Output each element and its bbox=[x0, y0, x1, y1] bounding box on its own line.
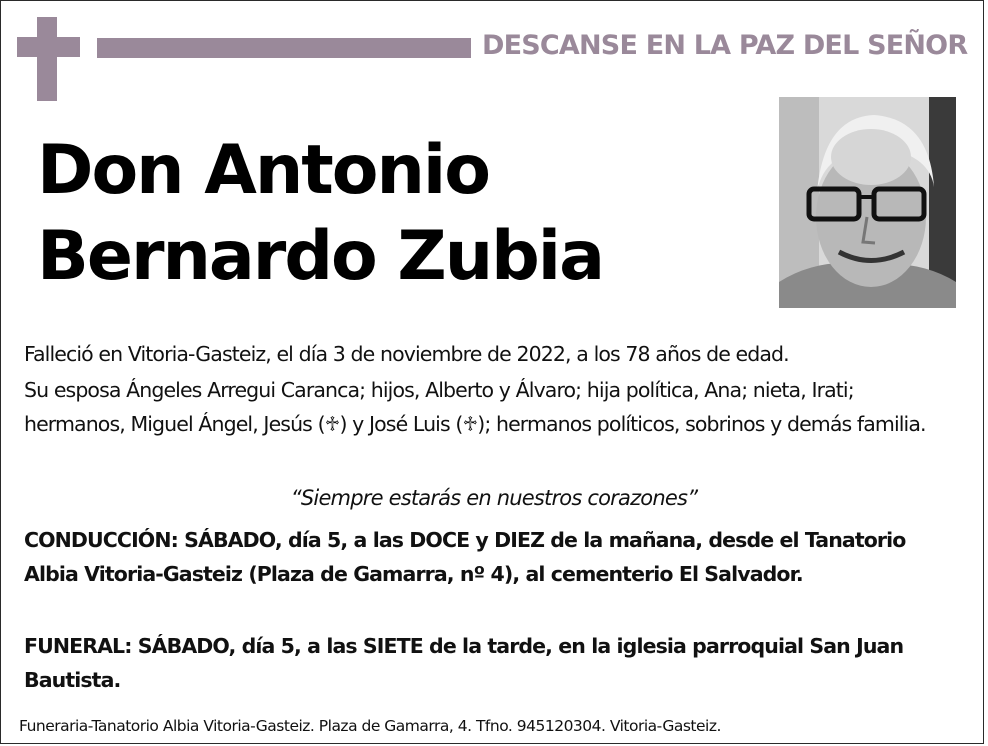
death-paragraph: Falleció en Vitoria-Gasteiz, el día 3 de noviembre de 2022, a los 78 años de edad. bbox=[24, 342, 789, 366]
funeral-paragraph: FUNERAL: SÁBADO, día 5, a las SIETE de la tarde, en la iglesia parroquial San Juan Bautista. bbox=[24, 634, 904, 692]
conduccion-paragraph: CONDUCCIÓN: SÁBADO, día 5, a las DOCE y DIEZ de la mañana, desde el Tanatorio Albia Vitoria-Gasteiz (Plaza de Gamarra, nº 4), al cementerio El Salvador. bbox=[24, 528, 906, 586]
quote: “Siempre estarás en nuestros corazones” bbox=[290, 486, 698, 510]
funeral-home-footer: Funeraria-Tanatorio Albia Vitoria-Gasteiz. Plaza de Gamarra, 4. Tfno. 945120304. Vitoria-Gasteiz. bbox=[19, 717, 721, 735]
header-rule bbox=[97, 38, 471, 58]
portrait-photo bbox=[779, 97, 956, 308]
family-paragraph: Su esposa Ángeles Arregui Caranca; hijos, Alberto y Álvaro; hija política, Ana; nieta, Irati; hermanos, Miguel Ángel, Jesús (♱) y José Luis (♱); hermanos políticos, sobrinos y demás familia. bbox=[24, 378, 926, 436]
name-line-1: Don Antonio bbox=[37, 131, 489, 210]
deceased-name bbox=[37, 128, 603, 300]
name-line-2: Bernardo Zubia bbox=[37, 217, 603, 296]
header-title: DESCANSE EN LA PAZ DEL SEÑOR bbox=[482, 30, 968, 61]
